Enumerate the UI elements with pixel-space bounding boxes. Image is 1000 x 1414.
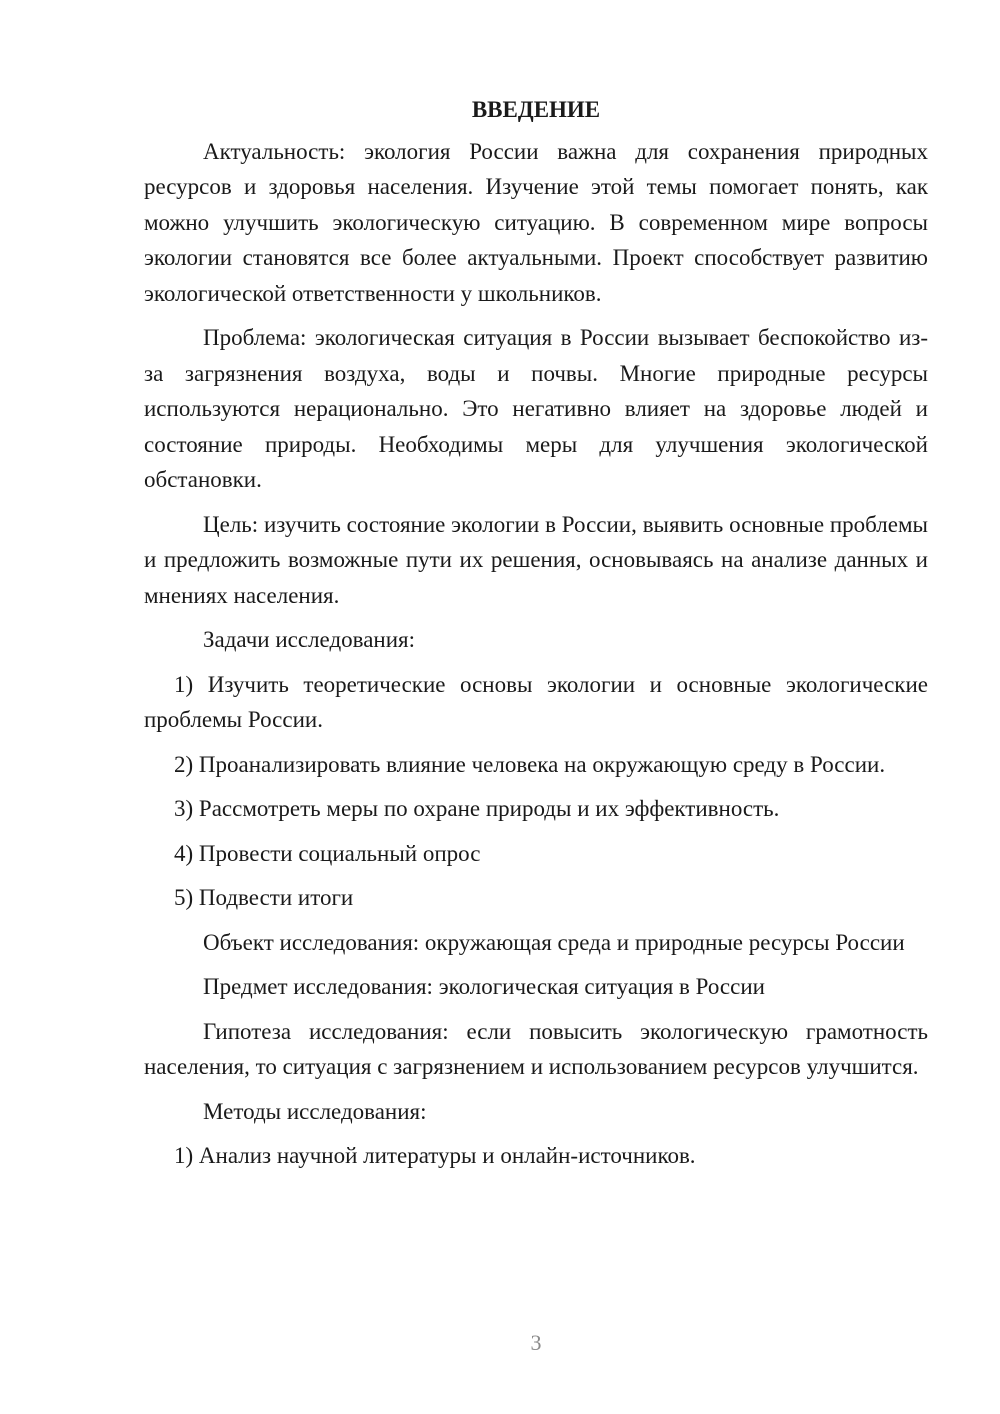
task-item-4: 4) Провести социальный опрос <box>174 840 481 866</box>
problem-paragraph: Проблема: экологическая ситуация в России вызывает беспокойство из-за загрязнения воздуха, воды и почвы. Многие природные ресурсы используются нерационально. Это негативно влияет на здоровье людей и состояние природы. Необходимы меры для улучшения экологической обстановки. <box>144 325 928 492</box>
tasks-label: Задачи исследования: <box>203 627 416 652</box>
subject-paragraph: Предмет исследования: экологическая ситуация в России <box>203 974 765 999</box>
object-paragraph: Объект исследования: окружающая среда и природные ресурсы России <box>203 929 905 955</box>
method-item-1: 1) Анализ научной литературы и онлайн-источников. <box>174 1143 696 1168</box>
task-item-5: 5) Подвести итоги <box>174 885 354 910</box>
relevance-paragraph: Актуальность: экология России важна для сохранения природных ресурсов и здоровья населения. Изучение этой темы помогает понять, как можно улучшить экологическую ситуацию. В современном мире вопросы экологии становятся все более актуальными. Проект способствует развитию экологической ответственности у школьников. <box>144 138 928 306</box>
methods-label: Методы исследования: <box>203 1098 427 1124</box>
document-body <box>144 92 928 1174</box>
task-item-2: 2) Проанализировать влияние человека на окружающую среду в России. <box>174 751 886 777</box>
task-item-1: 1) Изучить теоретические основы экологии и основные экологические проблемы России. <box>144 671 928 732</box>
page-number: 3 <box>530 1330 542 1355</box>
task-item-3: 3) Рассмотреть меры по охране природы и их эффективность. <box>174 796 780 821</box>
hypothesis-paragraph: Гипотеза исследования: если повысить экологическую грамотность населения, то ситуация с загрязнением и использованием ресурсов улучшится. <box>144 1018 928 1079</box>
section-heading: ВВЕДЕНИЕ <box>471 97 601 122</box>
goal-paragraph: Цель: изучить состояние экологии в России, выявить основные проблемы и предложить возможные пути их решения, основываясь на анализе данных и мнениях населения. <box>144 511 928 608</box>
